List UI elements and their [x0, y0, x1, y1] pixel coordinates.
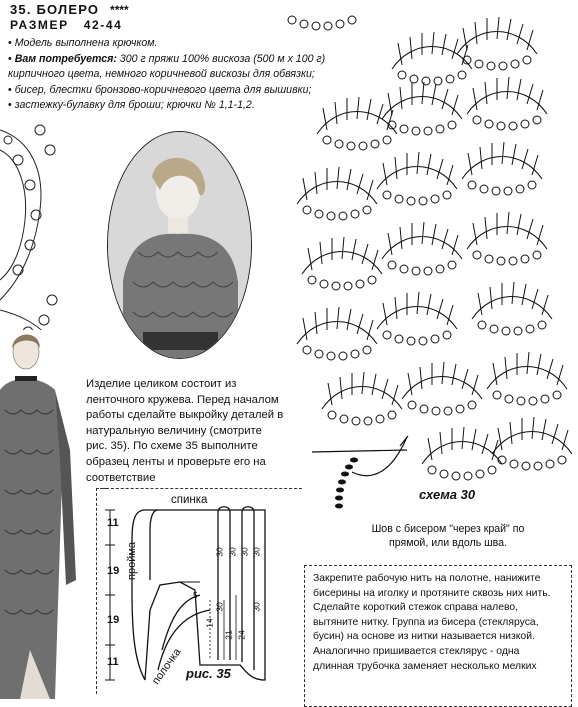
- pattern-number: 35.: [10, 2, 32, 17]
- bead-seam-illustration: [312, 432, 412, 522]
- materials-line-3: кирпичного цвета, немного коричневой вискозы для обвязки;: [8, 68, 315, 81]
- dim-small-24: 24: [236, 630, 247, 640]
- materials-line-2: [8, 52, 326, 68]
- size-value: 42-44: [83, 18, 123, 32]
- crochet-chart-schema-30: [282, 14, 578, 498]
- size-label: РАЗМЕР: [10, 18, 69, 32]
- dim-inner-6: 30: [251, 602, 262, 612]
- dim-inner-4: 30: [251, 547, 262, 557]
- pattern-name: БОЛЕРО: [36, 2, 100, 17]
- dim-left-3: 19: [107, 614, 120, 626]
- motif-fragment-left: [0, 110, 60, 340]
- dim-left-2: 19: [107, 565, 120, 577]
- dim-small-14: 14: [204, 618, 215, 628]
- figure-35-caption: рис. 35: [186, 666, 231, 681]
- model-photo: [108, 132, 251, 358]
- materials-line-5: • застежку-булавку для броши; крючки № 1,1-1,2.: [8, 98, 308, 114]
- dim-inner-2: 30: [227, 547, 238, 557]
- materials-block: [8, 36, 326, 114]
- dim-inner-5: 30: [214, 602, 225, 612]
- model-full-figure: [0, 330, 82, 699]
- pattern-frame-top: [96, 488, 302, 490]
- dim-inner-1: 30: [214, 547, 225, 557]
- armhole-label: пройма: [126, 541, 138, 580]
- dim-small-5: 5: [193, 590, 198, 600]
- pattern-title: [10, 2, 129, 17]
- bead-seam-caption: Шов с бисером "через край" по прямой, или вдоль шва.: [371, 523, 525, 549]
- shelf-label: полочка: [150, 646, 184, 687]
- needed-label: Вам потребуется:: [14, 52, 117, 65]
- schema-30-label: схема 30: [419, 487, 476, 502]
- dim-left-4: 11: [107, 656, 119, 668]
- dim-left-1: 11: [107, 517, 119, 529]
- size-line: [10, 18, 122, 32]
- note-text: Закрепите рабочую нить на полотне, нанижите бисерины на иголку и протяните сквозь них нить. Сделайте короткий стежок справа налево, вытяните нитку. Группа из бисера (стекляруса, бусин) на основе из нитки называется низкой. Аналогично пришивается стеклярус - одна длинная трубочка заменяет несколько мелких: [313, 573, 551, 672]
- back-label: спинка: [171, 494, 208, 506]
- dim-small-21: 21: [223, 630, 234, 640]
- model-photo-oval: [107, 131, 252, 359]
- difficulty-stars: ****: [110, 3, 129, 17]
- materials-line-4: • бисер, блестки бронзово-коричневого цвета для вышивки;: [8, 83, 308, 99]
- materials-yarn: 300 г пряжи 100% вискоза (500 м х 100 г): [119, 52, 326, 65]
- description-text: Изделие целиком состоит из ленточного кружева. Перед началом работы сделайте выкройку деталей в натуральную величину (смотрите рис. 35). По схеме 35 выполните образец ленты и проверьте его на соответствие: [86, 378, 284, 484]
- dim-inner-3: 30: [239, 547, 250, 557]
- materials-line-1: • Модель выполнена крючком.: [8, 36, 308, 52]
